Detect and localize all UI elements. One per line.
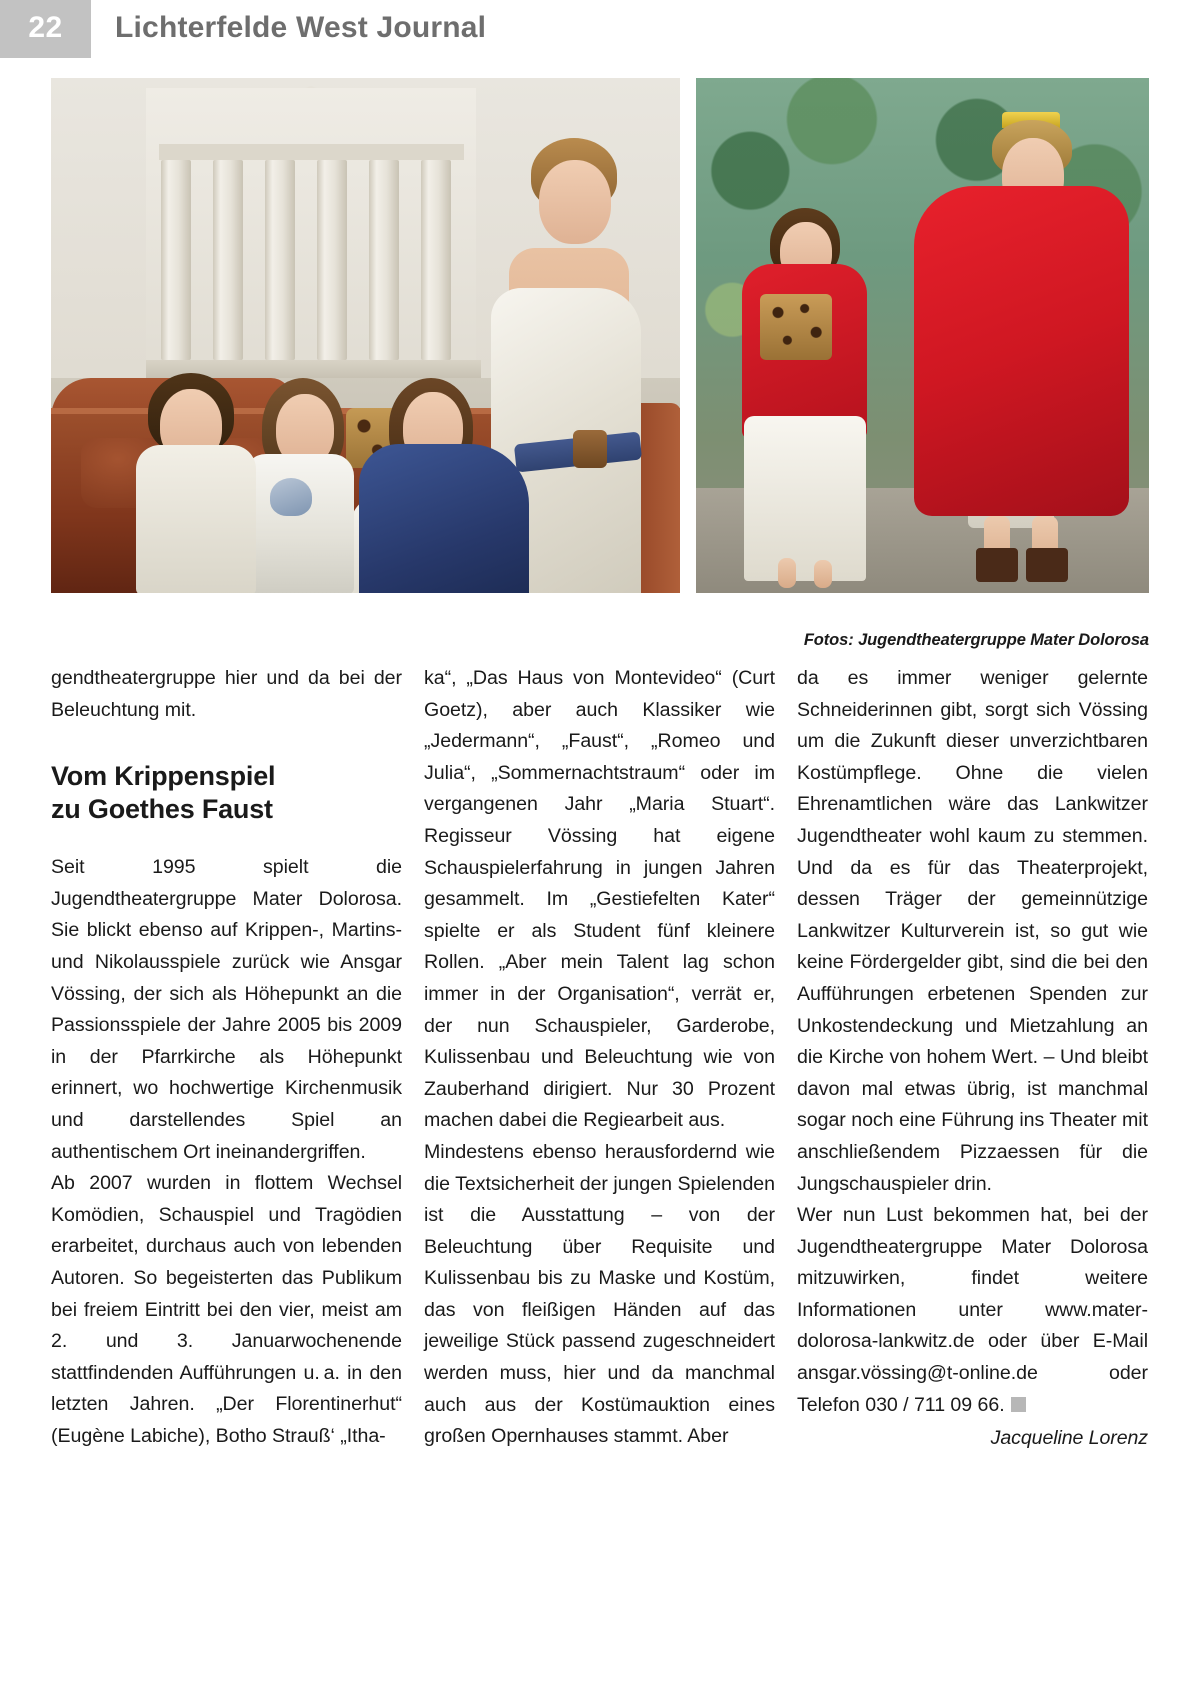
temple-column	[317, 160, 347, 360]
paragraph-text: Wer nun Lust bekommen hat, bei der Jugendtheatergruppe Mater Dolorosa mitzuwirken, findet weitere Informationen unter www.mater-dolorosa-lankwitz.de oder über E-Mail ansgar.vössing@t-online.de oder Telefon 030 / 711 09 66.	[797, 1204, 1148, 1416]
page-number-badge: 22	[0, 0, 91, 58]
column-1	[51, 663, 402, 1455]
paragraph: ka“, „Das Haus von Montevideo“ (Curt Goetz), aber auch Klassiker wie „Jedermann“, „Faust“, „Romeo und Julia“, „Sommernachtstraum“ oder im vergangenen Jahr „Maria Stuart“. Regisseur Vössing hat eigene Schauspielerfahrung in jungen Jahren gesammelt. Im „Gestiefelten Kater“ spielte er als Student fünf kleinere Rollen. „Aber mein Talent lag schon immer in der Organisation“, verrät er, der nun Schauspieler, Garderobe, Kulissenbau und Beleuchtung wie von Zauberhand dirigiert. Nur 30 Prozent machen dabei die Regiearbeit aus.	[424, 667, 775, 1132]
masthead	[0, 0, 1200, 58]
actor-foot	[814, 560, 832, 588]
article-heading-line1: Vom Krippenspiel	[51, 761, 276, 792]
actor-red-cloak	[914, 186, 1129, 516]
temple-column	[161, 160, 191, 360]
temple-architrave	[159, 144, 464, 160]
actor-white-tunic	[136, 445, 256, 593]
paragraph-with-endmark	[797, 1200, 1148, 1421]
paragraph: Mindestens ebenso herausfordernd wie die Textsicherheit der jungen Spielenden ist die Ausstattung – von der Beleuchtung über Requisite und Kulissenbau bis zu Maske und Kostüm, das von fleißigen Händen auf das jeweilige Stück passend zugeschneidert werden muss, hier und da manchmal auch aus der Kostümauktion eines großen Opernhauses stammt. Aber	[424, 1140, 775, 1448]
actor-dress-ornament	[270, 478, 312, 516]
photo-row	[51, 78, 1149, 593]
paragraph: Seit 1995 spielt die Jugendtheatergruppe Mater Dolorosa. Sie blickt ebenso auf Krippen-, Martins- und Nikolausspiele zurück wie Ansgar Vössing, der sich als Höhepunkt an die Passionsspiele der Jahre 2005 bis 2009 in der Pfarrkirche als Höhepunkt erinnert, wo hochwertige Kirchenmusik und darstellendes Spiel an authentischem Ort ineinandergriffen.	[51, 856, 402, 1163]
actor-head	[539, 160, 611, 244]
actor-man-red-cloak	[906, 98, 1141, 593]
continued-paragraph: gendtheatergruppe hier und da bei der Beleuchtung mit.	[51, 667, 402, 721]
photo-theatre-scene-left	[51, 78, 680, 593]
paragraph: Ab 2007 wurden in flottem Wechsel Komödien, Schauspiel und Tragödien erarbeitet, durchaus auch von lebenden Autoren. So begeisterten das Publikum bei freiem Eintritt bei den vier, meist am 2. und 3. Januarwochenende stattfindenden Aufführungen u. a. in den letzten Jahren. „Der Florentinerhut“ (Eugène Labiche), Botho Strauß‘ „Itha-	[51, 1172, 402, 1447]
end-of-article-marker	[1011, 1397, 1026, 1412]
article-heading	[51, 760, 402, 826]
author-byline: Jacqueline Lorenz	[990, 1427, 1148, 1450]
temple-column	[213, 160, 243, 360]
actor-belt-pouch	[573, 430, 607, 468]
temple-column	[265, 160, 295, 360]
paragraph: da es immer weniger gelernte Schneiderinnen gibt, sorgt sich Vössing um die Zukunft dieser unverzichtbaren Kostümpflege. Ohne die vielen Ehrenamtlichen wäre das Lankwitzer Jugendtheater wohl kaum zu stemmen. Und da es für das Theaterprojekt, dessen Träger der gemeinnützige Lankwitzer Kulturverein ist, so gut wie keine Fördergelder gibt, sind die bei den Aufführungen erbetenen Spenden zur Unkostendeckung und Mietzahlung an die Kirche von hohem Wert. – Und bleibt davon mal etwas übrig, ist manchmal sogar noch eine Führung ins Theater mit anschließendem Pizzaessen für die Jungschauspieler drin.	[797, 667, 1148, 1195]
photo-theatre-scene-right	[696, 78, 1149, 593]
actor-reclining-left	[126, 373, 276, 593]
column-2	[424, 663, 775, 1455]
actor-woman-red-dress	[732, 208, 892, 593]
temple-column	[421, 160, 451, 360]
article-heading-line2: zu Goethes Faust	[51, 794, 273, 825]
publication-title: Lichterfelde West Journal	[115, 11, 487, 44]
article-columns	[51, 663, 1149, 1455]
actor-white-skirt	[744, 416, 866, 581]
actor-sandal	[976, 548, 1018, 582]
actor-foot	[778, 558, 796, 588]
actor-leopard-bodice	[760, 294, 832, 360]
column-3	[797, 663, 1148, 1455]
temple-column	[369, 160, 399, 360]
actor-sandal	[1026, 548, 1068, 582]
photo-credit: Fotos: Jugendtheatergruppe Mater Dolorosa	[803, 631, 1149, 649]
